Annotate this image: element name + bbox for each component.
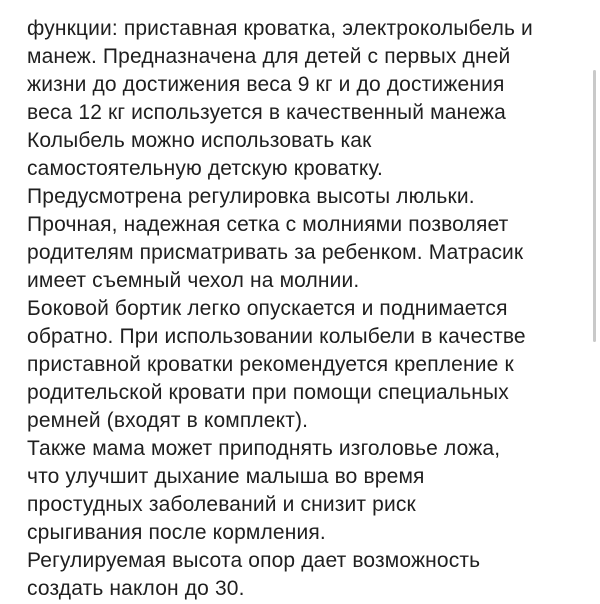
description-line: самостоятельную детскую кроватку. <box>27 157 384 180</box>
scrollbar[interactable] <box>593 70 596 342</box>
product-description <box>27 0 587 603</box>
description-line: Колыбель можно использовать как <box>27 129 372 152</box>
description-line: срыгивания после кормления. <box>27 521 326 544</box>
description-line: манеж. Предназначена для детей с первых дней <box>27 45 511 68</box>
description-line: функции: приставная кроватка, электроколыбель и <box>27 17 533 40</box>
description-line: родительской кровати при помощи специальных <box>27 381 509 404</box>
description-line: обратно. При использовании колыбели в качестве <box>27 325 526 348</box>
description-line: Прочная, надежная сетка с молниями позволяет <box>27 213 509 236</box>
description-line: веса 12 кг используется в качественный манежа <box>27 101 506 124</box>
description-line: жизни до достижения веса 9 кг и до достижения <box>27 73 505 96</box>
description-line: Боковой бортик легко опускается и поднимается <box>27 297 508 320</box>
description-line: создать наклон до 30. <box>27 577 245 600</box>
description-line: Также мама может приподнять изголовье ложа, <box>27 437 501 460</box>
description-line: что улучшит дыхание малыша во время <box>27 465 425 488</box>
description-line: ремней (входят в комплект). <box>27 409 309 432</box>
description-line: Регулируемая высота опор дает возможность <box>27 549 481 572</box>
description-line: Предусмотрена регулировка высоты люльки. <box>27 185 475 208</box>
description-line <box>27 0 587 15</box>
description-line: приставной кроватки рекомендуется крепление к <box>27 353 514 376</box>
description-line: простудных заболеваний и снизит риск <box>27 493 416 516</box>
description-line: имеет съемный чехол на молнии. <box>27 269 360 292</box>
description-line: родителям присматривать за ребенком. Матрасик <box>27 241 524 264</box>
